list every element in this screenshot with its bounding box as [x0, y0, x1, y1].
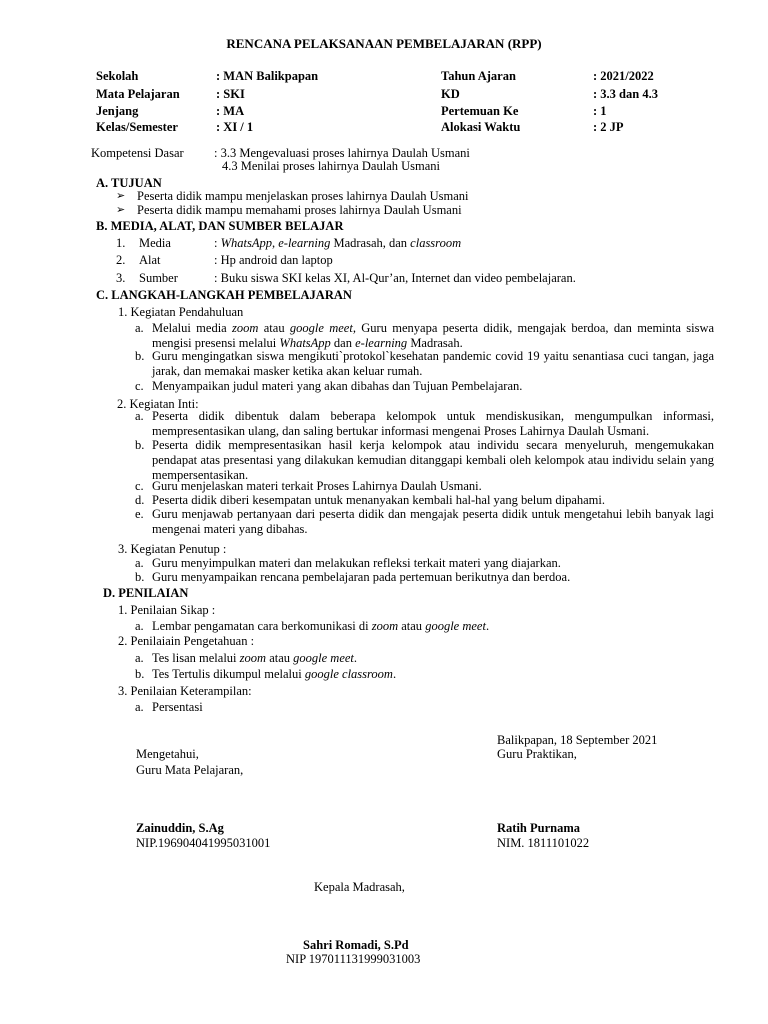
identity-label: Pertemuan Ke [441, 104, 519, 118]
list-item: Peserta didik mempresentasikan hasil kerja kelompok atau individu secara menyeluruh, mengemukakan pendapat atas presentasi yang dilakukan kemudian ditanggapi kembali oleh kelompok atau individu selain yang mempersentasikan. [152, 438, 714, 482]
list-item: Melalui media zoom atau google meet, Guru menyapa peserta didik, mengajak berdoa, dan meminta siswa mengisi presensi melalui WhatsApp dan e-learning Madrasah. [152, 321, 715, 350]
list-label: Alat [139, 253, 161, 267]
bullet-arrow-icon: ➢ [116, 204, 126, 216]
signature-role: Guru Praktikan, [497, 747, 577, 761]
signatory-id: NIP.196904041995031001 [136, 836, 271, 850]
identity-value: : 2 JP [593, 120, 624, 134]
list-item: Guru mengingatkan siswa mengikuti`protokol`kesehatan pandemic covid 19 yaitu senantiasa cuci tangan, jaga jarak, dan memakai masker ketika akan keluar rumah. [152, 349, 714, 378]
identity-value: : MAN Balikpapan [216, 69, 319, 83]
identity-value: : SKI [216, 87, 245, 101]
identity-label: KD [441, 87, 460, 101]
identity-value: : 2021/2022 [593, 69, 654, 83]
list-letter: e. [135, 507, 144, 521]
signatory-id: NIM. 1811101022 [497, 836, 590, 850]
list-letter: b. [135, 349, 145, 363]
list-letter: b. [135, 570, 145, 584]
signatory-id: NIP 197011131999031003 [286, 952, 421, 966]
section-heading: B. MEDIA, ALAT, DAN SUMBER BELAJAR [96, 219, 344, 233]
list-value: : WhatsApp, e-learning Madrasah, dan classroom [214, 236, 462, 250]
list-item: Peserta didik mampu memahami proses lahirnya Daulah Usmani [137, 203, 462, 217]
subsection-title: 1. Kegiatan Pendahuluan [118, 305, 244, 319]
identity-value: : XI / 1 [216, 120, 254, 134]
signatory-name: Zainuddin, S.Ag [136, 821, 224, 835]
signature-caption: Mengetahui, [136, 747, 199, 761]
list-item: Guru menjelaskan materi terkait Proses Lahirnya Daulah Usmani. [152, 479, 482, 493]
kompetensi-line: : 3.3 Mengevaluasi proses lahirnya Daulah Usmani [214, 146, 470, 160]
list-item: Lembar pengamatan cara berkomunikasi di zoom atau google meet. [152, 619, 490, 633]
kompetensi-label: Kompetensi Dasar [91, 146, 184, 160]
list-value: : Hp android dan laptop [214, 253, 333, 267]
bullet-arrow-icon: ➢ [116, 190, 126, 202]
list-item: Tes Tertulis dikumpul melalui google classroom. [152, 667, 397, 681]
section-heading: A. TUJUAN [96, 176, 162, 190]
section-heading: D. PENILAIAN [103, 586, 189, 600]
list-letter: c. [135, 479, 144, 493]
list-item: Persentasi [152, 700, 203, 714]
signatory-name: Sahri Romadi, S.Pd [303, 938, 409, 952]
list-item: Peserta didik dibentuk dalam beberapa kelompok untuk mendiskusikan, mengumpulkan informasi, mempresentasikan ulang, dan saling bertukar informasi mengenai Proses Lahirnya Daulah Usmani. [152, 409, 714, 438]
list-item: Menyampaikan judul materi yang akan dibahas dan Tujuan Pembelajaran. [152, 379, 523, 393]
signature-role: Guru Mata Pelajaran, [136, 763, 244, 777]
list-letter: a. [135, 321, 144, 335]
identity-value: : 3.3 dan 4.3 [593, 87, 658, 101]
identity-label: Tahun Ajaran [441, 69, 516, 83]
list-number: 3. [116, 271, 126, 285]
list-letter: d. [135, 493, 145, 507]
list-item: Guru menjawab pertanyaan dari peserta didik dan mengajak peserta didik untuk mengetahui lebih banyak lagi mengenai materi yang dibahas. [152, 507, 714, 536]
list-letter: a. [135, 409, 144, 423]
list-letter: a. [135, 556, 144, 570]
subsection-title: 2. Penilaiain Pengetahuan : [118, 634, 255, 648]
list-letter: a. [135, 651, 144, 665]
identity-value: : 1 [593, 104, 607, 118]
list-item: Tes lisan melalui zoom atau google meet. [152, 651, 358, 665]
list-letter: b. [135, 667, 145, 681]
list-letter: c. [135, 379, 144, 393]
signatory-name: Ratih Purnama [497, 821, 580, 835]
kompetensi-line: 4.3 Menilai proses lahirnya Daulah Usmani [222, 159, 441, 173]
list-value: : Buku siswa SKI kelas XI, Al-Qur’an, Internet dan video pembelajaran. [214, 271, 576, 285]
list-number: 1. [116, 236, 126, 250]
list-letter: a. [135, 619, 144, 633]
list-letter: b. [135, 438, 145, 452]
subsection-title: 3. Kegiatan Penutup : [118, 542, 227, 556]
identity-value: : MA [216, 104, 245, 118]
subsection-title: 3. Penilaian Keterampilan: [118, 684, 252, 698]
subsection-title: 2. Kegiatan Inti: [117, 397, 199, 411]
list-item: Peserta didik diberi kesempatan untuk menanyakan kembali hal-hal yang belum dipahami. [152, 493, 605, 507]
list-item: Peserta didik mampu menjelaskan proses lahirnya Daulah Usmani [137, 189, 469, 203]
identity-label: Mata Pelajaran [96, 87, 180, 101]
identity-label: Jenjang [96, 104, 139, 118]
signature-role: Kepala Madrasah, [314, 880, 405, 894]
list-number: 2. [116, 253, 126, 267]
document-title: RENCANA PELAKSANAAN PEMBELAJARAN (RPP) [226, 36, 542, 51]
list-item: Guru menyampaikan rencana pembelajaran pada pertemuan berikutnya dan berdoa. [152, 570, 571, 584]
place-date: Balikpapan, 18 September 2021 [497, 733, 658, 747]
list-label: Media [139, 236, 171, 250]
list-item: Guru menyimpulkan materi dan melakukan refleksi terkait materi yang diajarkan. [152, 556, 561, 570]
identity-label: Sekolah [96, 69, 139, 83]
subsection-title: 1. Penilaian Sikap : [118, 603, 216, 617]
identity-label: Kelas/Semester [96, 120, 178, 134]
list-letter: a. [135, 700, 144, 714]
list-label: Sumber [139, 271, 178, 285]
section-heading: C. LANGKAH-LANGKAH PEMBELAJARAN [96, 288, 352, 302]
identity-label: Alokasi Waktu [441, 120, 521, 134]
